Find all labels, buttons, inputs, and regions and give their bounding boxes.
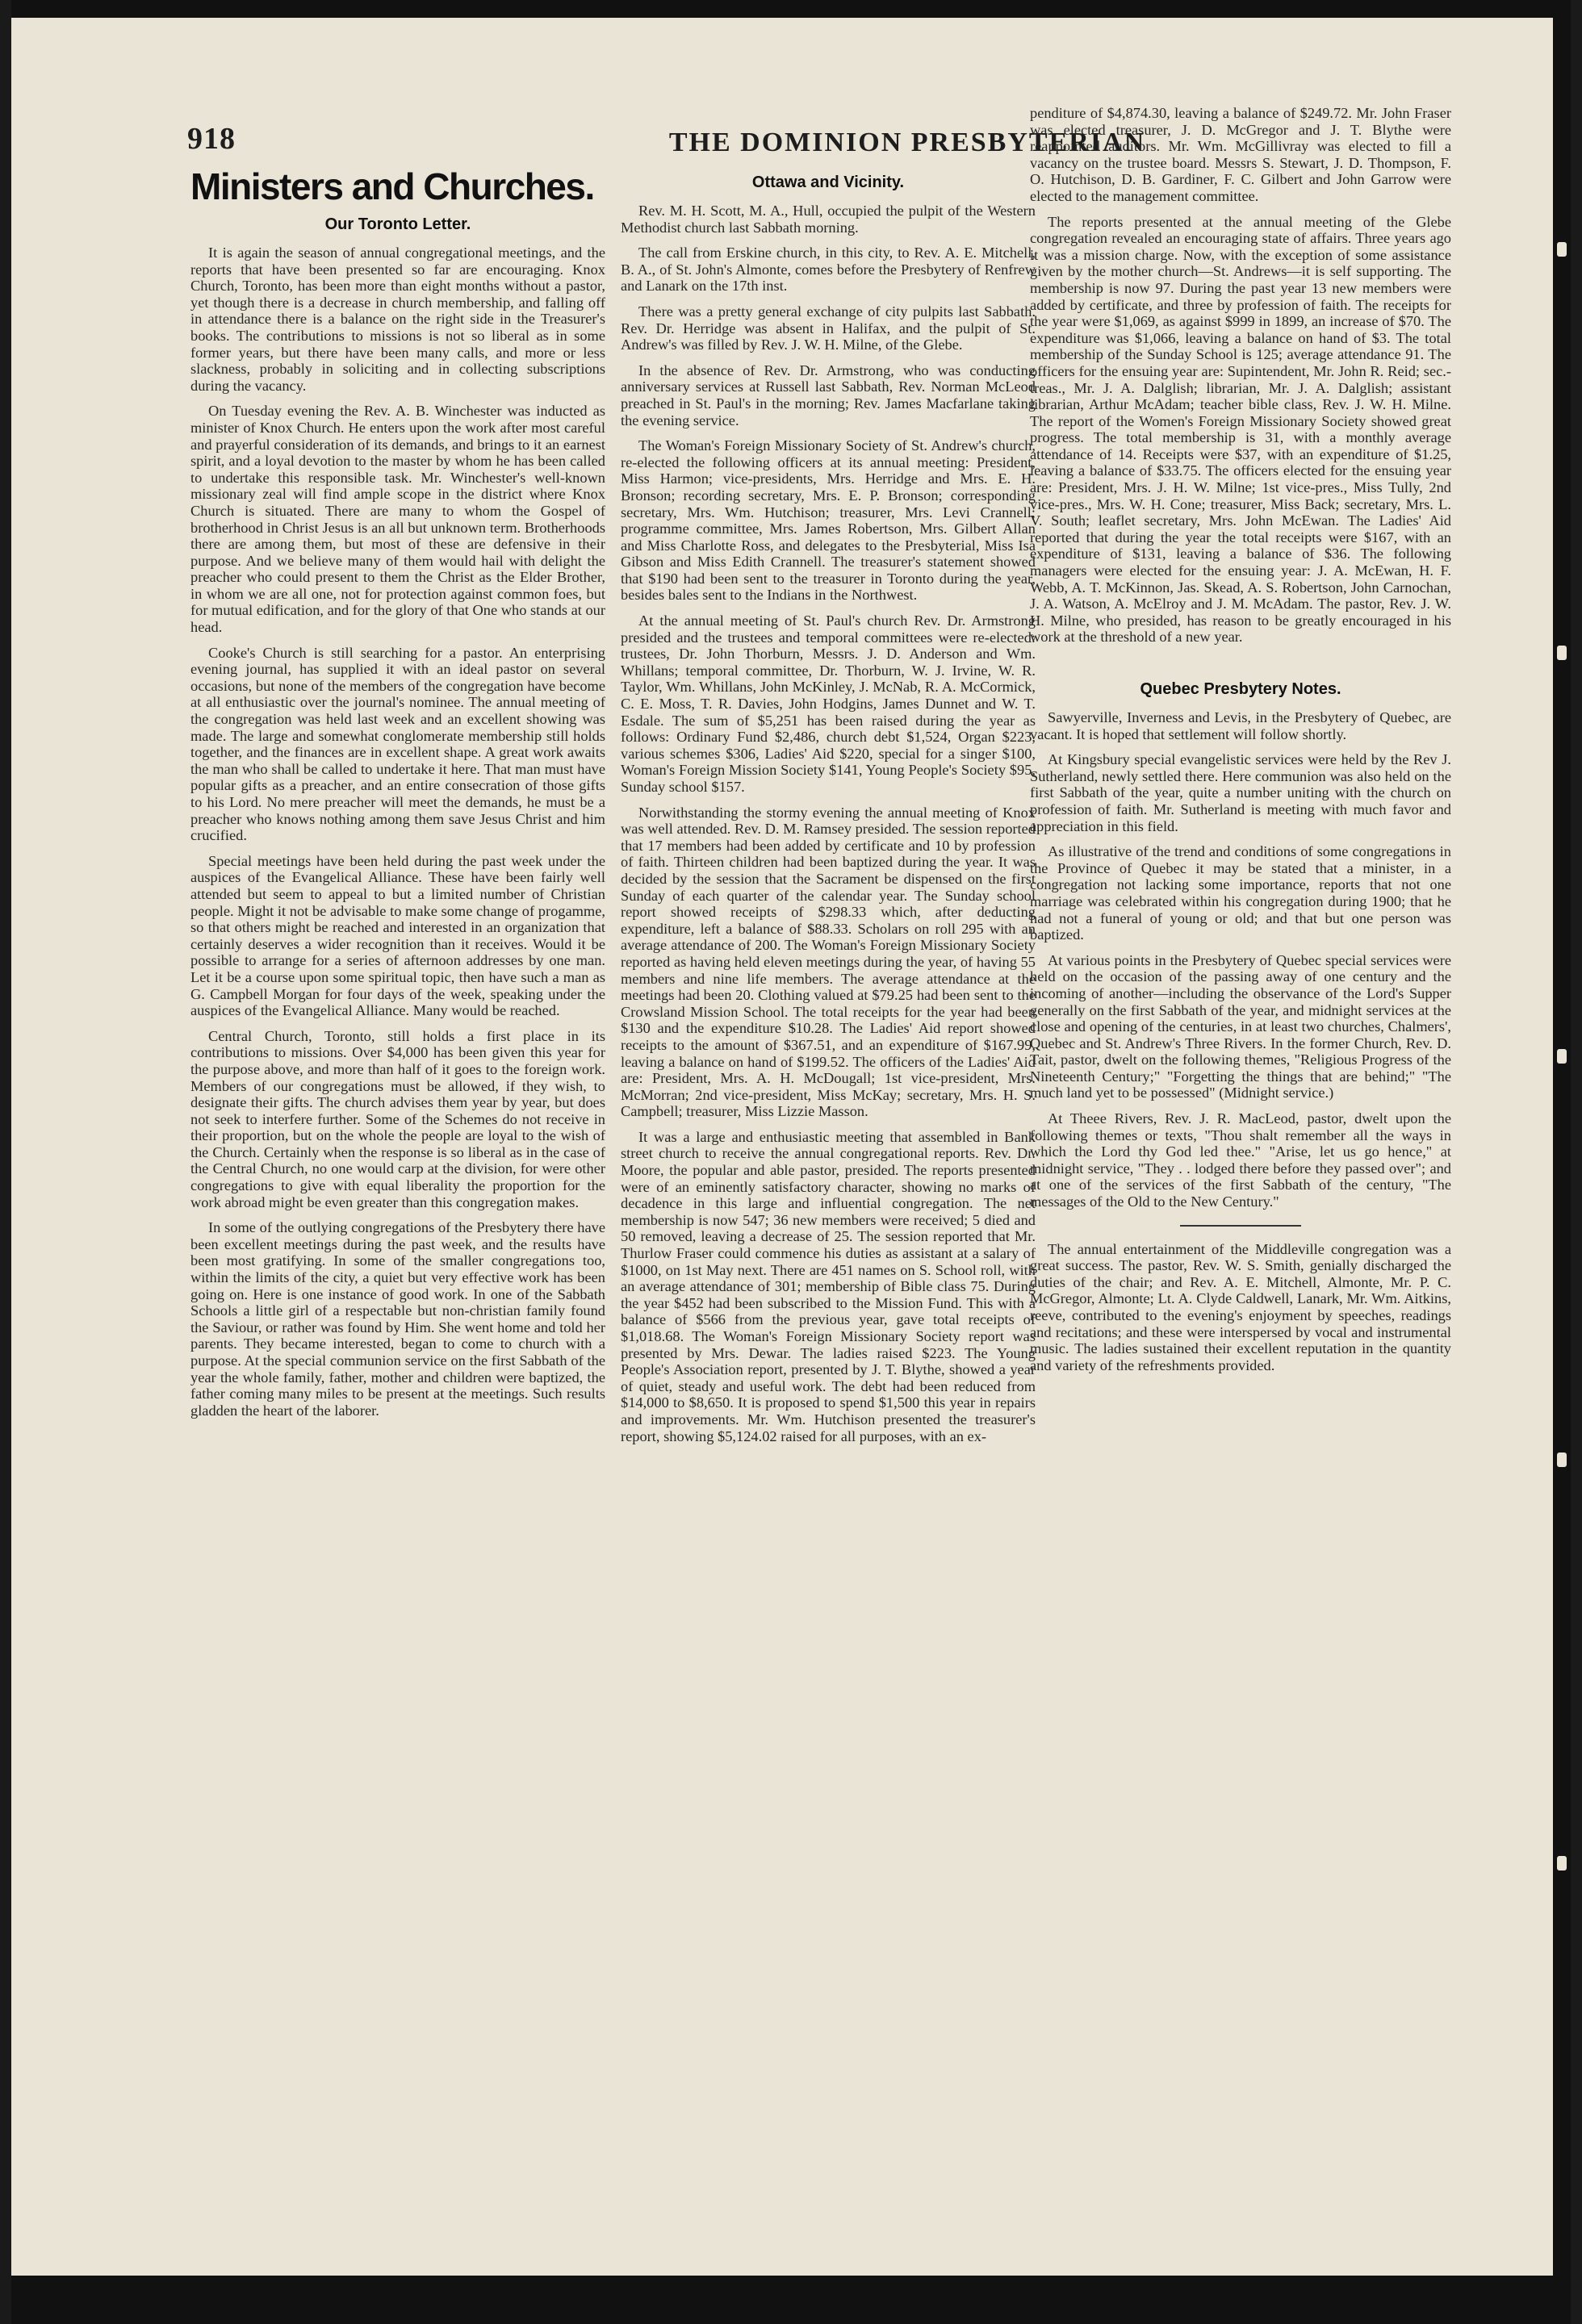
section-heading-toronto: Our Toronto Letter. xyxy=(324,215,471,233)
article-paragraph: The annual entertainment of the Middleville congregation was a great success. The pastor, Rev. W. S. Smith, genially discharged the duties of the chair; and Rev. A. E. Mitchell, Almonte, Mr. P. C. McGregor, Almonte; Lt. A. Clyde Caldwell, Lanark, Mr. Wm. Aitkins, reeve, contributed to the evening's enjoyment by speeches, readings and recitations; and these were interspersed by vocal and instrumental music. The ladies sustained their excellent reputation in the quantity and variety of the refreshments provided. xyxy=(1030,1240,1451,1373)
article-paragraph: The reports presented at the annual meeting of the Glebe congregation revealed an encouraging state of affairs. Three years ago it was a mission charge. Now, with the exception of some assistance given by the mother church—St. Andrews—it is self supporting. The membership is now 97. During the past year 13 new members were added by certificate, and three by profession of faith. The receipts for the year were $1,069, as against $999 in 1899, an increase of $70. The expenditure was $1,066, leaving a balance on hand of $3. The total membership of the Sunday School is 125; average attendance 91. The officers for the ensuing year are: Supintendent, Mr. John R. Reid; sec.-treas., Mr. J. A. Dalglish; librarian, Mr. J. A. Dalglish; assistant librarian, Arthur McAdam; teacher bible class, Rev. J. W. H. Milne. The report of the Women's Foreign Missionary Society showed great progress. The total membership is 31, with a monthly average attendance of 14. Receipts were $37, with an expenditure of $1.25, leaving a balance of $33.75. The officers elected for the ensuing year are: President, Mrs. J. H. W. Milne; 1st vice-pres., Miss Tully, 2nd vice-pres., Mrs. W. H. Cone; treasurer, Miss Back; secretary, Mrs. L. V. South; leaflet secretary, Mrs. John McEwan. The Ladies' Aid reported that during the year the total receipts were $167, with an expenditure of $131, leaving a balance of $36. The following managers were elected for the ensuing year: J. A. McEwan, H. F. Webb, A. T. McKinnon, Jas. Skead, A. S. Robertson, John Carnochan, J. A. Watson, A. McElroy and J. M. McAdam. The pastor, Rev. J. W. H. Milne, who presided, has reason to be greatly encouraged in his work at the threshold of a new year. xyxy=(1030,213,1451,646)
article-paragraph: Sawyerville, Inverness and Levis, in the Presbytery of Quebec, are vacant. It is hoped that settlement will follow shortly. xyxy=(1030,709,1451,742)
column-3 xyxy=(1030,105,1451,1382)
section-heading-quebec: Quebec Presbytery Notes. xyxy=(1140,680,1341,698)
article-paragraph: It was a large and enthusiastic meeting that assembled in Bank street church to receive the annual congregational reports. Rev. Dr. Moore, the popular and able pastor, presided. The reports presented were of an eminently satisfactory character, showing no marks of decadence in this large and influential congregation. The net membership is now 547; 36 new members were received; 5 died and 50 removed, leaving a decrease of 25. The session reported that Mr. Thurlow Fraser could commence his duties as assistant at a salary of $1000, on 1st May next. There are 451 names on S. School roll, with an average attendance of 301; membership of Bible class 75. During the year $452 had been subscribed to the Mission Fund. This with a balance of $566 from the previous year, gave total receipts of $1,018.68. The Woman's Foreign Missionary Society report was presented by Mrs. Dewar. The ladies raised $223. The Young People's Association report, presented by J. T. Blythe, showed a year of quiet, steady and useful work. The debt had been reduced from $14,000 to $8,650. It is proposed to spend $1,500 this year in repairs and improvements. Mr. Wm. Hutchison presented the treasurer's report, showing $5,124.02 raised for all purposes, with an ex- xyxy=(621,1128,1036,1444)
article-paragraph: It is again the season of annual congregational meetings, and the reports that have been presented so far are encouraging. Knox Church, Toronto, has been more than eight months without a pastor, yet though there is a decrease in church membership, and falling off in attendance there is a balance on the right side in the Treasurer's books. The contributions to missions is not so liberal as in some former years, but there have been many calls, and more or less slackness, probably in soliciting and in collecting subscriptions during the vacancy. xyxy=(190,245,605,394)
article-paragraph: The Woman's Foreign Missionary Society of St. Andrew's church, re-elected the following officers at its annual meeting: President, Miss Harmon; vice-presidents, Mrs. Herridge and Mrs. E. H. Bronson; recording secretary, Mrs. E. P. Bronson; corresponding secretary, Mrs. Wm. Hutchison; treasurer, Mrs. Levi Crannell; programme committee, Mrs. James Robertson, Mrs. Gilbert Allan and Miss Charlotte Ross, and delegates to the Presbyterial, Miss Isa Gibson and Miss Edith Crannell. The treasurer's statement showed that $190 had been sent to the treasurer in Toronto during the year, besides bales sent to the Indians in the Northwest. xyxy=(621,437,1036,604)
article-paragraph: At Kingsbury special evangelistic services were held by the Rev J. Sutherland, newly settled there. Here communion was also held on the first Sabbath of the year, quite a number uniting with the church on profession of faith. Mr. Sutherland is meeting with much favor and appreciation in this field. xyxy=(1030,751,1451,834)
article-paragraph: Special meetings have been held during the past week under the auspices of the Evangelical Alliance. These have been fairly well attended but seem to appeal to but a limited number of Christian people. Might it not be advisable to make some change of progamme, so that others might be reached and interested in an organization that certainly deserves a wider recognition than it receives. Would it be possible to arrange for a series of afternoon addresses by one man. Let it be a course upon some spiritual topic, then have such a man as G. Campbell Morgan for four days of the week, speaking under the auspices of the Evangelical Alliance. Many would be reached. xyxy=(190,852,605,1019)
article-paragraph: In the absence of Rev. Dr. Armstrong, who was conducting anniversary services at Russell last Sabbath, Rev. Norman McLeod preached in St. Paul's in the morning; Rev. James Macfarlane taking the evening service. xyxy=(621,362,1036,428)
article-paragraph: At various points in the Presbytery of Quebec special services were held on the occasion of the passing away of one century and the incoming of another—including the observance of the Lord's Supper generally on the first Sabbath of the year, and midnight services at the close and opening of the centuries, in at least two churches, Chalmers', Quebec and St. Andrew's Three Rivers. In the former Church, Rev. D. Tait, pastor, dwelt on the following themes, "Religious Progress of the Nineteenth Century;" "Forgetting the things that are behind;" "The much land yet to be possessed" (Midnight service.) xyxy=(1030,951,1451,1101)
film-frame-top xyxy=(11,0,1571,18)
article-paragraph: The call from Erskine church, in this city, to Rev. A. E. Mitchell, B. A., of St. John's Almonte, comes before the Presbytery of Renfrew and Lanark on the 17th inst. xyxy=(621,245,1036,295)
article-paragraph: Cooke's Church is still searching for a pastor. An enterprising evening journal, has supplied it with an ideal pastor on several occasions, but none of the members of the congregation have become at all enthusiastic over the journal's nominee. The annual meeting of the congregation was held last week and an excellent showing was made. The large and somewhat conglomerate membership still holds together, and the finances are in excellent shape. A great work awaits the man who shall be called to undertake it here. That man must have popular gifts as a preacher, and an entire consecration of those gifts to his Lord. No mere preacher will meet the demands, he must be a preacher who knows nothing among them save Jesus Christ and him crucified. xyxy=(190,644,605,844)
spacer xyxy=(1030,654,1451,680)
article-paragraph: At Theee Rivers, Rev. J. R. MacLeod, pastor, dwelt upon the following themes or texts, "Thou shalt remember all the ways in which the Lord thy God led thee." "Arise, let us go hence," at midnight service, "They . . lodged there before they passed over"; and at one of the services of the first Sabbath of the century, "The messages of the Old to the New Century." xyxy=(1030,1110,1451,1210)
newspaper-page xyxy=(11,0,1571,2324)
article-paragraph: Central Church, Toronto, still holds a first place in its contributions to missions. Over $4,000 has been given this year for the purpose above, and more than half of it goes to the foreign work. Members of our congregations must be allowed, if they wish, to designate their gifts. The church advises them year by year, but does not seek to interfere further. Some of the Schemes do not receive in their proportion, but on the whole the people are loyal to the wish of the Church. Certainly when the response is so liberal as in the case of the Central Church, no one would carp at the division, for were other congregations to give with equal liberality the proportion for the work abroad might be even greater than this congregation makes. xyxy=(190,1027,605,1210)
section-divider-rule xyxy=(1180,1225,1301,1227)
masthead-title: Ministers and Churches. xyxy=(190,165,594,207)
article-paragraph: In some of the outlying congregations of the Presbytery there have been excellent meetings during the past week, and the results have been most gratifying. In some of the smaller congregations too, within the limits of the city, a quiet but very effective work has been going on. Here is one instance of good work. In one of the Sabbath Schools a little girl of a respectable but non-christian family found the Saviour, or rather was found by Him. She went home and told her parents. They became interested, began to come to church with a purpose. At the special communion service on the first Sabbath of the year the whole family, father, mother and children were baptized, the father coming many miles to be present at the meetings. Such results gladden the heart of the laborer. xyxy=(190,1219,605,1419)
article-paragraph: penditure of $4,874.30, leaving a balance of $249.72. Mr. John Fraser was elected treasurer, J. D. McGregor and J. T. Blythe were reappointed auditors. Mr. Wm. McGillivray was elected to fill a vacancy on the trustee board. Messrs S. Stewart, J. D. Thompson, F. O. Hutchison, D. B. Gardiner, F. C. Gilbert and John Garrow were elected to the management committee. xyxy=(1030,105,1451,204)
section-heading-ottawa: Ottawa and Vicinity. xyxy=(751,173,905,191)
article-paragraph: There was a pretty general exchange of city pulpits last Sabbath. Rev. Dr. Herridge was absent in Halifax, and the pulpit of St. Andrew's was filled by Rev. J. W. H. Milne, of the Glebe. xyxy=(621,303,1036,353)
column-1 xyxy=(190,165,605,1427)
running-head: THE DOMINION PRESBYTERIAN xyxy=(668,127,1146,157)
article-paragraph: At the annual meeting of St. Paul's church Rev. Dr. Armstrong presided and the trustees and temporal committees were re-elected: trustees, Dr. John Thorburn, Messrs. J. D. Anderson and Wm. Whillans; temporal committee, Dr. Thorburn, W. J. Irvine, W. R. Taylor, Wm. Whillans, John McKinley, J. McNab, R. A. McCormick, C. E. Moss, T. R. Davies, John Hodgins, James Dunnet and W. T. Esdale. The sum of $5,251 has been raised during the year as follows: Ordinary Fund $2,486, church debt $1,524, Organ $223, various schemes $306, Ladies' Aid $220, special for a singer $100, Woman's Foreign Mission Society $141, Young People's Society $95, Sunday school $157. xyxy=(621,612,1036,795)
article-paragraph: Norwithstanding the stormy evening the annual meeting of Knox was well attended. Rev. D. M. Ramsey presided. The session reported that 17 members had been added by certificate and 10 by profession of faith. Thirteen children had been baptized during the year. It was decided by the session that the Sacrament be dispensed on the first Sunday of each quarter of the calendar year. The Sunday school report showed receipts of $298.33 which, after deducting expenditure, left a balance of $88.33. Scholars on roll 295 with an average attendance of 200. The Woman's Foreign Missionary Society reported as having held eleven meetings during the year, of having 55 members and nine life members. The average attendance at the meetings had been 20. Clothing valued at $79.25 had been sent to the Crowsland Mission School. The total receipts for the year had been $130 and the expenditure $10.28. The Ladies' Aid report showed receipts to the amount of $367.51, and an expenditure of $167.99, leaving a balance on hand of $199.52. The officers of the Ladies' Aid are: President, Mrs. A. H. McDougall; 1st vice-president, Mrs. McMorran; 2nd vice-president, Miss McKay; secretary, Mrs. H. S. Campbell; treasurer, Miss Lizzie Masson. xyxy=(621,804,1036,1120)
column-2 xyxy=(621,173,1036,1453)
page-number: 918 xyxy=(187,122,236,156)
article-paragraph: On Tuesday evening the Rev. A. B. Winchester was inducted as minister of Knox Church. He enters upon the work after most careful and prayerful consideration of its demands, and brings to it an earnest spirit, and a loyal devotion to the master by whom he has been called to undertake this responsible task. Mr. Winchester's well-known missionary zeal will find ample scope in the district where Knox Church is situated. There are many to whom the Gospel of brotherhood in Christ Jesus is an all but unknown term. Brotherhoods there are among them, but most of these are defensive in their purpose. And we believe many of them would hail with delight the preacher who could present to them the Christ as the Elder Brother, in whom we are all one, not for protection against common foes, but for mutual edification, and for the glory of that One who stands at our head. xyxy=(190,403,605,636)
article-paragraph: Rev. M. H. Scott, M. A., Hull, occupied the pulpit of the Western Methodist church last Sabbath morning. xyxy=(621,203,1036,236)
film-frame-bottom xyxy=(11,2276,1571,2324)
film-frame-right xyxy=(1553,0,1571,2324)
article-paragraph: As illustrative of the trend and conditions of some congregations in the Province of Quebec it may be stated that a minister, in a congregation not lacking some importance, reports that not one marriage was celebrated within his congregation during 1900; that he had not a funeral of young or old; and that but one person was baptized. xyxy=(1030,843,1451,943)
